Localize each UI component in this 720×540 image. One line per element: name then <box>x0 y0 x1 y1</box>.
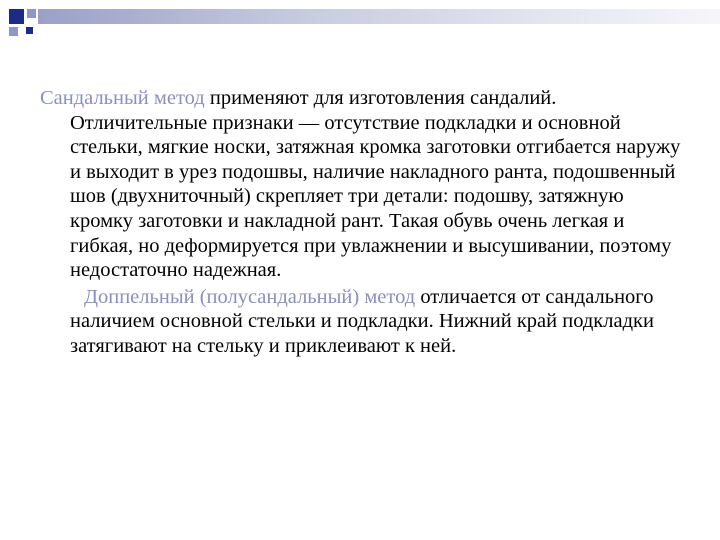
deco-square-small <box>26 27 33 34</box>
deco-square-right <box>27 9 36 18</box>
paragraph-sandal-method <box>40 86 690 283</box>
term-doppel-method: Доппельный (полусандальный) метод <box>84 285 416 308</box>
corner-decoration <box>0 0 60 50</box>
paragraph-doppel-method-text: отличается от сандального наличием основной стельки и подкладки. Нижний край подкладки затягивают на стельку и приклеивают к ней. <box>70 285 654 357</box>
paragraph-sandal-method-text: применяют для изготовления сандалий. Отличительные признаки — отсутствие подкладки и основной стельки, мягкие носки, затяжная кромка заготовки отгибается наружу и выходит в урез подошвы, наличие накладного ранта, подошвенный шов (двухниточный) скрепляет три детали: подошву, затяжную кромку заготовки и накладной рант. Такая обувь очень легкая и гибкая, но деформируется при увлажнении и высушивании, поэтому недостаточно надежная. <box>70 87 681 282</box>
deco-square-bottom <box>9 27 18 36</box>
header-gradient-bar <box>38 9 720 24</box>
paragraph-doppel-method <box>40 285 690 359</box>
slide-body <box>40 86 690 379</box>
term-sandal-method: Сандальный метод <box>40 87 205 109</box>
deco-square-large <box>9 9 24 24</box>
